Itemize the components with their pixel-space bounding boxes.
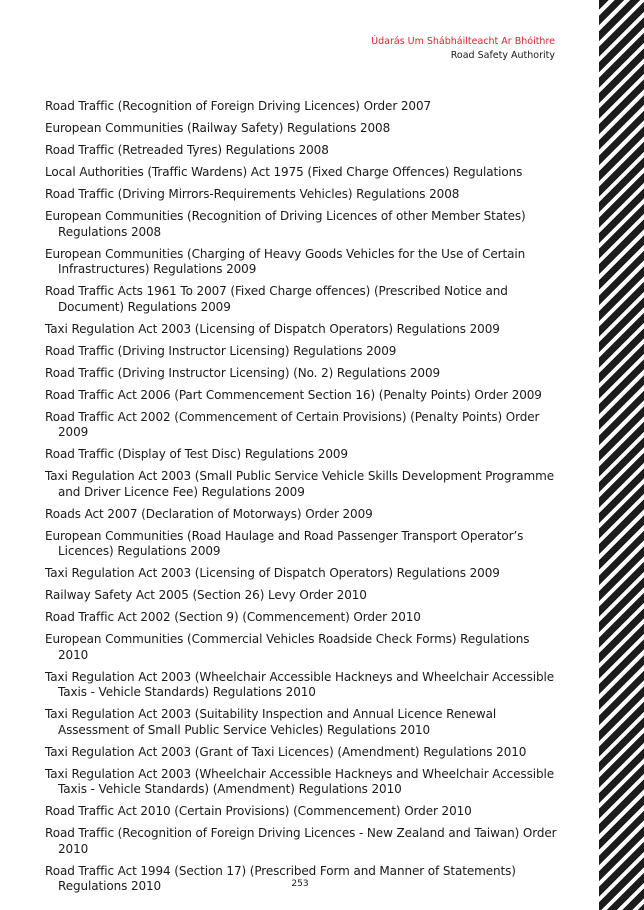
legislation-entry: Road Traffic Act 2002 (Section 9) (Commencement) Order 2010 — [45, 610, 421, 624]
legislation-entry: Road Traffic Act 1994 (Section 17) (Prescribed Form and Manner of Statements) Regulations 2010 — [45, 863, 516, 893]
legislation-entry: Road Traffic Act 2010 (Certain Provisions) (Commencement) Order 2010 — [45, 804, 472, 818]
legislation-entry: Road Traffic (Driving Mirrors-Requirements Vehicles) Regulations 2008 — [45, 187, 460, 201]
legislation-entry: Taxi Regulation Act 2003 (Grant of Taxi Licences) (Amendment) Regulations 2010 — [45, 744, 527, 759]
legislation-entry: Taxi Regulation Act 2003 (Small Public Service Vehicle Skills Development Programme and Driver Licence Fee) Regulations 2009 — [45, 469, 554, 499]
legislation-entry: Road Traffic Act 2006 (Part Commencement Section 16) (Penalty Points) Order 2009 — [45, 387, 542, 402]
legislation-entry: Taxi Regulation Act 2003 (Wheelchair Accessible Hackneys and Wheelchair Accessible Taxis - Vehicle Standards) Regulations 2010 — [45, 669, 554, 699]
legislation-entry: European Communities (Road Haulage and Road Passenger Transport Operator’s Licences) Regulations 2009 — [45, 528, 524, 558]
legislation-entry: Road Traffic (Retreaded Tyres) Regulations 2008 — [45, 143, 329, 157]
legislation-entry: Road Traffic (Display of Test Disc) Regulations 2009 — [45, 447, 348, 461]
legislation-entry: Road Traffic Acts 1961 To 2007 (Fixed Charge offences) (Prescribed Notice and Document) Regulations 2009 — [45, 284, 508, 314]
legislation-entry: Railway Safety Act 2005 (Section 26) Levy Order 2010 — [45, 588, 367, 602]
legislation-entry: European Communities (Charging of Heavy Goods Vehicles for the Use of Certain Infrastructures) Regulations 2009 — [45, 246, 526, 276]
legislation-entry: Roads Act 2007 (Declaration of Motorways) Order 2009 — [45, 506, 373, 521]
legislation-list — [45, 99, 560, 901]
legislation-entry: Road Traffic (Driving Instructor Licensing) (No. 2) Regulations 2009 — [45, 365, 441, 380]
header-english-title: Road Safety Authority — [450, 50, 555, 61]
legislation-entry: European Communities (Commercial Vehicles Roadside Check Forms) Regulations 2010 — [45, 632, 530, 662]
legislation-entry: Taxi Regulation Act 2003 (Suitability Inspection and Annual Licence Renewal Assessment of Small Public Service Vehicles) Regulations 2010 — [45, 707, 497, 737]
legislation-entry: Road Traffic (Recognition of Foreign Driving Licences) Order 2007 — [45, 99, 432, 113]
page-header — [371, 35, 555, 63]
legislation-entry: Taxi Regulation Act 2003 (Licensing of Dispatch Operators) Regulations 2009 — [45, 321, 500, 336]
legislation-entry: Taxi Regulation Act 2003 (Licensing of Dispatch Operators) Regulations 2009 — [45, 566, 500, 580]
legislation-entry: Road Traffic (Driving Instructor Licensing) Regulations 2009 — [45, 343, 397, 358]
legislation-entry: Local Authorities (Traffic Wardens) Act 1975 (Fixed Charge Offences) Regulations — [45, 165, 523, 179]
legislation-entry: European Communities (Railway Safety) Regulations 2008 — [45, 121, 391, 135]
legislation-entry: European Communities (Recognition of Driving Licences of other Member States) Regulations 2008 — [45, 209, 526, 239]
legislation-entry: Road Traffic Act 2002 (Commencement of Certain Provisions) (Penalty Points) Order 2009 — [45, 409, 540, 439]
page-number: 253 — [291, 879, 309, 889]
header-irish-title: Údarás Um Shábháilteacht Ar Bhóithre — [371, 36, 555, 47]
legislation-entry: Taxi Regulation Act 2003 (Wheelchair Accessible Hackneys and Wheelchair Accessible Taxis - Vehicle Standards) (Amendment) Regulations 2010 — [45, 766, 554, 796]
decorative-stripe-band — [599, 0, 644, 910]
legislation-entry: Road Traffic (Recognition of Foreign Driving Licences - New Zealand and Taiwan) Order 2010 — [45, 826, 557, 856]
